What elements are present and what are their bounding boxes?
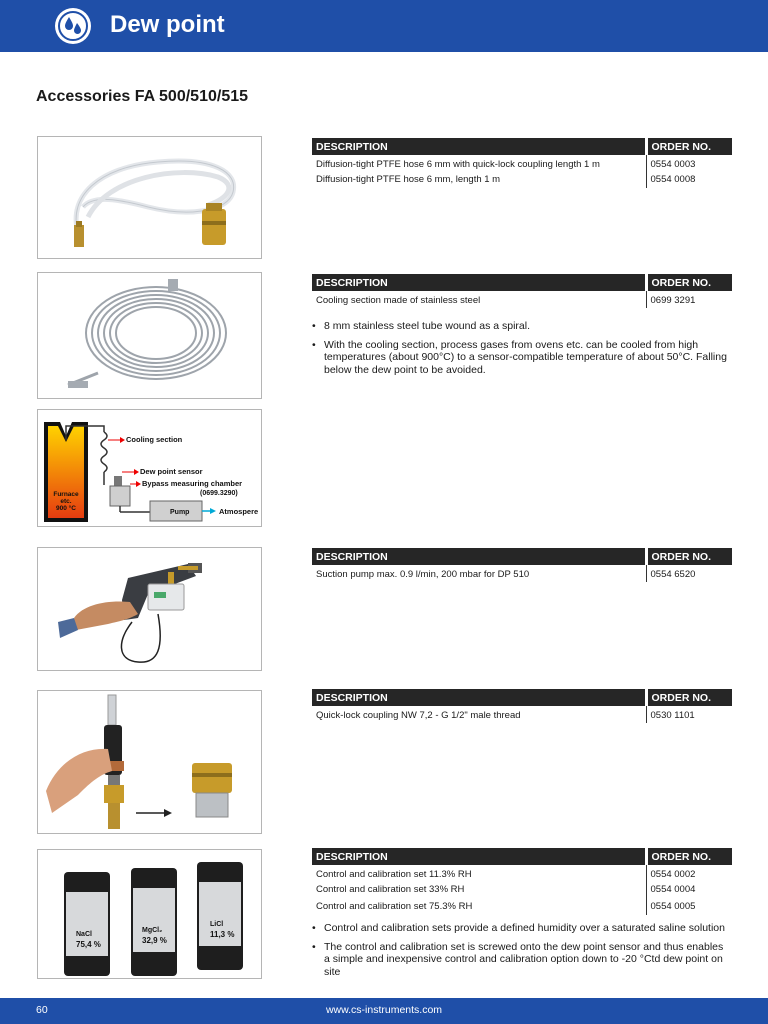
table-row [312,898,732,915]
order-no-cell: 0554 0002 [646,865,732,882]
table-row [312,565,732,582]
page-title: Dew point [110,11,225,38]
cooling-section-notes [312,320,730,382]
description-cell: Suction pump max. 0.9 l/min, 200 mbar for DP 510 [316,569,530,581]
order-no-cell: 0554 0003 [646,155,732,172]
description-header: DESCRIPTION [312,274,646,291]
page-header [0,0,768,52]
page-footer [0,998,768,1024]
page-number: 60 [36,1004,48,1016]
description-header: DESCRIPTION [312,848,646,865]
nacl-value: 75,4 % [76,940,101,949]
description-cell: Diffusion-tight PTFE hose 6 mm with quick-lock coupling length 1 m [316,159,600,171]
order-no-header: ORDER NO. [646,274,732,291]
calibration-notes [312,922,730,984]
order-no-cell: 0554 0008 [646,172,732,189]
order-no-header: ORDER NO. [646,138,732,155]
list-item: • The control and calibration set is screwed onto the dew point sensor and thus enables a simple and inexpensive control and calibration option down to -20 °Ctd dew point on site [312,941,730,979]
diagram-label-furnace-etc: etc. [60,498,72,505]
list-item: • With the cooling section, process gases from ovens etc. can be cooled from high temperatures (about 900°C) to a sensor-compatible temperature of about 50°C. Falling below the dew point to be avoided. [312,339,730,377]
spec-table-ptfe-hose [312,138,732,188]
order-no-cell: 0530 1101 [646,706,732,723]
spec-table-cooling-section [312,274,732,308]
calibration-sets-image [37,849,262,979]
spec-table-calibration-sets [312,848,732,915]
order-no-cell: 0554 6520 [646,565,732,582]
section-title: Accessories FA 500/510/515 [36,88,249,105]
water-drops-icon [55,8,91,44]
table-row [312,865,732,882]
description-cell: Control and calibration set 75.3% RH [316,900,473,912]
ptfe-hose-image [37,136,262,259]
diagram-label-chamber-no: (0699.3290) [200,490,238,497]
order-no-cell: 0699 3291 [646,291,732,308]
quick-lock-coupling-image [37,690,262,834]
spec-table-quick-lock-coupling [312,689,732,723]
description-header: DESCRIPTION [312,548,646,565]
order-no-header: ORDER NO. [646,848,732,865]
diagram-label-furnace-temp: 900 °C [56,505,76,512]
mgcl-label: MgCl₂ [142,927,163,934]
description-cell: Diffusion-tight PTFE hose 6 mm, length 1 m [316,174,501,186]
suction-pump-image [37,547,262,671]
diagram-label-cooling: Cooling section [126,435,183,444]
licl-label: LiCl [210,921,224,928]
description-cell: Control and calibration set 11.3% RH [316,869,472,881]
cooling-spiral-image [37,272,262,399]
licl-value: 11,3 % [210,930,235,939]
diagram-label-sensor: Dew point sensor [140,467,203,476]
description-header: DESCRIPTION [312,138,646,155]
order-no-cell: 0554 0005 [646,898,732,915]
mgcl-value: 32,9 % [142,936,167,945]
description-header: DESCRIPTION [312,689,646,706]
diagram-label-furnace: Furnace [53,491,79,498]
table-row [312,291,732,308]
description-cell: Cooling section made of stainless steel [316,295,481,307]
website-link[interactable]: www.cs-instruments.com [325,1004,443,1016]
table-row [312,706,732,723]
diagram-label-chamber: Bypass measuring chamber [142,479,243,488]
spec-table-suction-pump [312,548,732,582]
list-item: • Control and calibration sets provide a defined humidity over a saturated saline solution [312,922,730,935]
table-row [312,882,732,899]
order-no-cell: 0554 0004 [646,882,732,899]
table-row [312,172,732,189]
diagram-label-pump: Pump [170,509,190,516]
nacl-label: NaCl [76,931,92,938]
table-row [312,155,732,172]
description-cell: Control and calibration set 33% RH [316,884,465,896]
diagram-label-atmosphere: Atmospere [219,507,259,516]
order-no-header: ORDER NO. [646,689,732,706]
cooling-setup-diagram [37,409,262,527]
description-cell: Quick-lock coupling NW 7,2 - G 1/2" male thread [316,710,521,722]
order-no-header: ORDER NO. [646,548,732,565]
list-item: • 8 mm stainless steel tube wound as a spiral. [312,320,730,333]
